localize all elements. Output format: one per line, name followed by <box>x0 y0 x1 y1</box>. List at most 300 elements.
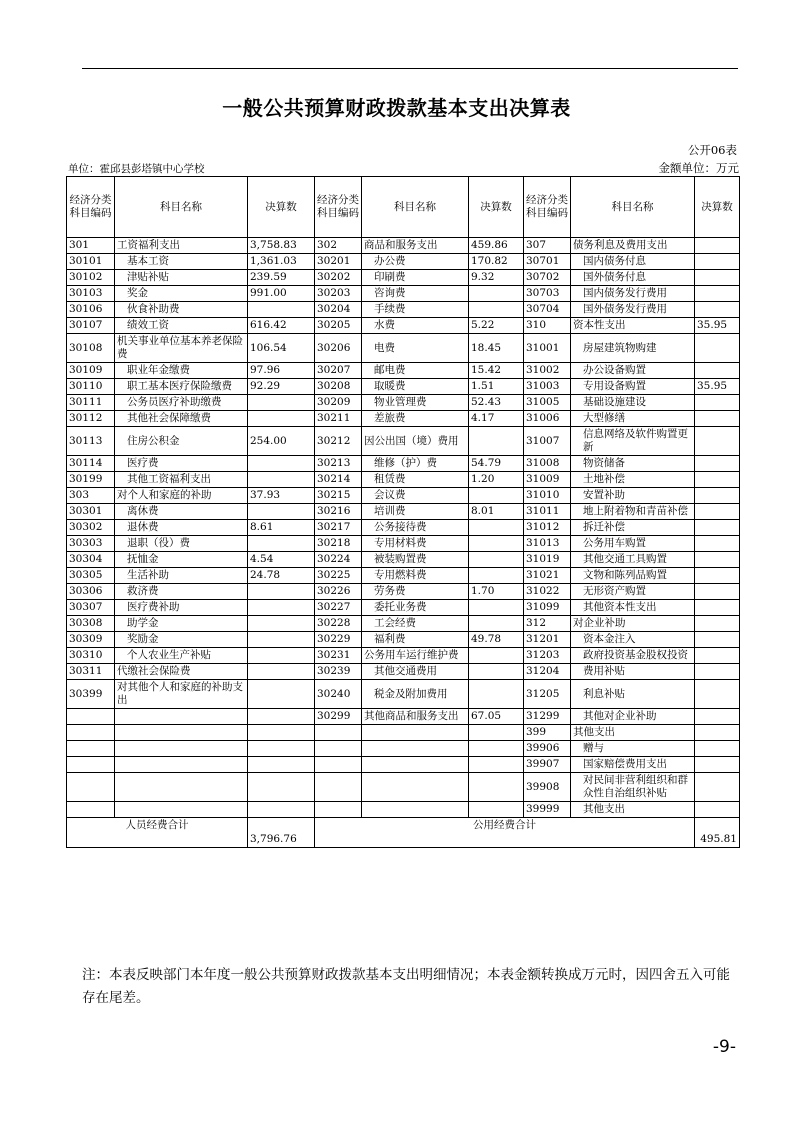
cell-amount <box>469 616 524 632</box>
cell-code: 30231 <box>315 648 362 664</box>
table-row <box>67 648 740 664</box>
cell-name: 水费 <box>362 318 469 334</box>
table-row <box>67 456 740 472</box>
cell-code: 30102 <box>67 270 115 286</box>
cell-name <box>115 757 248 773</box>
cell-code: 31011 <box>524 504 571 520</box>
cell-code: 31203 <box>524 648 571 664</box>
cell-name: 其他支出 <box>571 802 695 818</box>
table-row <box>67 802 740 818</box>
cell-code <box>67 773 115 802</box>
cell-code: 30209 <box>315 395 362 411</box>
cell-code: 30113 <box>67 427 115 456</box>
cell-code: 31012 <box>524 520 571 536</box>
cell-amount <box>469 488 524 504</box>
cell-code: 31002 <box>524 363 571 379</box>
cell-code: 30309 <box>67 632 115 648</box>
cell-amount <box>695 334 740 363</box>
cell-amount: 991.00 <box>248 286 315 302</box>
cell-amount <box>469 741 524 757</box>
cell-name: 劳务费 <box>362 584 469 600</box>
cell-code <box>67 725 115 741</box>
cell-name: 利息补贴 <box>571 680 695 709</box>
cell-code: 30218 <box>315 536 362 552</box>
cell-code <box>315 741 362 757</box>
cell-name: 生活补助 <box>115 568 248 584</box>
cell-name: 办公设备购置 <box>571 363 695 379</box>
cell-amount: 37.93 <box>248 488 315 504</box>
cell-name: 拆迁补偿 <box>571 520 695 536</box>
cell-name: 退职（役）费 <box>115 536 248 552</box>
cell-code: 30301 <box>67 504 115 520</box>
cell-amount <box>695 411 740 427</box>
cell-amount <box>695 709 740 725</box>
cell-name: 专用燃料费 <box>362 568 469 584</box>
cell-name: 印刷费 <box>362 270 469 286</box>
cell-name: 对民间非营利组织和群众性自治组织补贴 <box>571 773 695 802</box>
cell-code: 30227 <box>315 600 362 616</box>
cell-amount <box>469 302 524 318</box>
cell-code: 30240 <box>315 680 362 709</box>
cell-amount <box>469 600 524 616</box>
cell-amount <box>248 536 315 552</box>
cell-name: 离休费 <box>115 504 248 520</box>
cell-amount <box>469 757 524 773</box>
cell-code: 30107 <box>67 318 115 334</box>
cell-amount: 35.95 <box>695 318 740 334</box>
table-row <box>67 488 740 504</box>
cell-name: 维修（护）费 <box>362 456 469 472</box>
table-row <box>67 334 740 363</box>
cell-amount <box>695 472 740 488</box>
header-amount: 决算数 <box>469 177 524 238</box>
cell-name: 商品和服务支出 <box>362 238 469 254</box>
cell-amount: 1,361.03 <box>248 254 315 270</box>
cell-name: 福利费 <box>362 632 469 648</box>
cell-name: 地上附着物和青苗补偿 <box>571 504 695 520</box>
cell-name: 培训费 <box>362 504 469 520</box>
cell-name: 工资福利支出 <box>115 238 248 254</box>
cell-amount <box>248 802 315 818</box>
cell-amount: 5.22 <box>469 318 524 334</box>
cell-name: 对其他个人和家庭的补助支出 <box>115 680 248 709</box>
cell-code: 31008 <box>524 456 571 472</box>
cell-name <box>362 741 469 757</box>
cell-code <box>315 773 362 802</box>
cell-amount: 9.32 <box>469 270 524 286</box>
table-row <box>67 363 740 379</box>
cell-amount <box>695 568 740 584</box>
cell-amount <box>469 802 524 818</box>
cell-amount <box>248 472 315 488</box>
cell-code: 307 <box>524 238 571 254</box>
cell-name: 其他交通费用 <box>362 664 469 680</box>
cell-code: 31006 <box>524 411 571 427</box>
cell-name: 职工基本医疗保险缴费 <box>115 379 248 395</box>
table-row <box>67 664 740 680</box>
cell-name <box>362 757 469 773</box>
page-title: 一般公共预算财政拨款基本支出决算表 <box>222 96 571 120</box>
cell-code: 39907 <box>524 757 571 773</box>
cell-code: 30306 <box>67 584 115 600</box>
cell-name: 其他资本性支出 <box>571 600 695 616</box>
cell-code: 30208 <box>315 379 362 395</box>
cell-amount: 4.17 <box>469 411 524 427</box>
cell-amount <box>248 664 315 680</box>
cell-name: 无形资产购置 <box>571 584 695 600</box>
cell-code: 30308 <box>67 616 115 632</box>
cell-code: 30702 <box>524 270 571 286</box>
cell-amount: 3,758.83 <box>248 238 315 254</box>
cell-code: 31201 <box>524 632 571 648</box>
cell-amount <box>248 584 315 600</box>
cell-amount <box>695 600 740 616</box>
cell-code: 301 <box>67 238 115 254</box>
table-row <box>67 773 740 802</box>
table-row <box>67 318 740 334</box>
cell-name: 安置补助 <box>571 488 695 504</box>
cell-amount <box>469 773 524 802</box>
cell-name: 伙食补助费 <box>115 302 248 318</box>
cell-amount <box>695 456 740 472</box>
cell-amount: 18.45 <box>469 334 524 363</box>
cell-name: 其他社会保障缴费 <box>115 411 248 427</box>
table-row <box>67 757 740 773</box>
cell-code: 31007 <box>524 427 571 456</box>
personnel-total-label: 人员经费合计 <box>67 818 248 848</box>
cell-code: 30310 <box>67 648 115 664</box>
cell-name: 手续费 <box>362 302 469 318</box>
cell-name: 专用设备购置 <box>571 379 695 395</box>
cell-code: 31022 <box>524 584 571 600</box>
cell-amount: 254.00 <box>248 427 315 456</box>
cell-code: 30229 <box>315 632 362 648</box>
cell-name: 助学金 <box>115 616 248 632</box>
table-row <box>67 552 740 568</box>
header-code: 经济分类科目编码 <box>67 177 115 238</box>
cell-name: 税金及附加费用 <box>362 680 469 709</box>
cell-code: 39999 <box>524 802 571 818</box>
cell-code: 30305 <box>67 568 115 584</box>
cell-name: 其他交通工具购置 <box>571 552 695 568</box>
cell-code: 30211 <box>315 411 362 427</box>
cell-name <box>362 802 469 818</box>
cell-amount <box>695 427 740 456</box>
cell-amount <box>695 757 740 773</box>
cell-code: 30225 <box>315 568 362 584</box>
cell-name: 邮电费 <box>362 363 469 379</box>
cell-amount <box>248 395 315 411</box>
cell-name: 工会经费 <box>362 616 469 632</box>
cell-amount: 4.54 <box>248 552 315 568</box>
cell-name <box>115 773 248 802</box>
cell-code: 30215 <box>315 488 362 504</box>
cell-amount: 8.01 <box>469 504 524 520</box>
cell-amount <box>248 680 315 709</box>
cell-amount <box>695 552 740 568</box>
cell-amount <box>695 536 740 552</box>
cell-amount <box>469 536 524 552</box>
cell-amount: 92.29 <box>248 379 315 395</box>
cell-amount <box>248 757 315 773</box>
cell-amount: 15.42 <box>469 363 524 379</box>
cell-amount <box>248 504 315 520</box>
cell-amount <box>469 725 524 741</box>
cell-code: 30203 <box>315 286 362 302</box>
cell-amount <box>695 632 740 648</box>
table-row <box>67 238 740 254</box>
table-row <box>67 286 740 302</box>
cell-code: 30106 <box>67 302 115 318</box>
cell-code <box>67 757 115 773</box>
cell-code: 30239 <box>315 664 362 680</box>
cell-code: 30206 <box>315 334 362 363</box>
cell-name: 电费 <box>362 334 469 363</box>
cell-name: 对个人和家庭的补助 <box>115 488 248 504</box>
header-rule <box>82 68 738 69</box>
public-total-label: 公用经费合计 <box>315 818 695 848</box>
cell-code: 31009 <box>524 472 571 488</box>
cell-amount: 1.20 <box>469 472 524 488</box>
table-row <box>67 709 740 725</box>
cell-code: 30199 <box>67 472 115 488</box>
cell-code: 30101 <box>67 254 115 270</box>
cell-code: 30311 <box>67 664 115 680</box>
table-row <box>67 504 740 520</box>
header-amount: 决算数 <box>695 177 740 238</box>
cell-name: 因公出国（境）费用 <box>362 427 469 456</box>
table-row <box>67 254 740 270</box>
cell-name: 差旅费 <box>362 411 469 427</box>
table-row <box>67 427 740 456</box>
cell-name: 代缴社会保险费 <box>115 664 248 680</box>
personnel-total-amount: 3,796.76 <box>248 818 315 848</box>
cell-amount <box>695 664 740 680</box>
cell-name: 医疗费补助 <box>115 600 248 616</box>
cell-amount: 24.78 <box>248 568 315 584</box>
cell-amount <box>695 488 740 504</box>
cell-amount <box>469 286 524 302</box>
cell-amount <box>695 616 740 632</box>
cell-amount: 67.05 <box>469 709 524 725</box>
table-row <box>67 379 740 395</box>
cell-amount <box>695 741 740 757</box>
cell-code: 30214 <box>315 472 362 488</box>
cell-name: 个人农业生产补贴 <box>115 648 248 664</box>
cell-code <box>67 741 115 757</box>
cell-name: 物业管理费 <box>362 395 469 411</box>
cell-name: 土地补偿 <box>571 472 695 488</box>
cell-amount: 459.86 <box>469 238 524 254</box>
cell-name: 津贴补贴 <box>115 270 248 286</box>
cell-amount <box>248 741 315 757</box>
cell-amount <box>248 648 315 664</box>
cell-name: 救济费 <box>115 584 248 600</box>
cell-code: 31013 <box>524 536 571 552</box>
cell-code: 31299 <box>524 709 571 725</box>
cell-code: 31010 <box>524 488 571 504</box>
cell-code: 30302 <box>67 520 115 536</box>
cell-name: 债务利息及费用支出 <box>571 238 695 254</box>
cell-name: 国外债务付息 <box>571 270 695 286</box>
cell-code: 302 <box>315 238 362 254</box>
cell-name: 职业年金缴费 <box>115 363 248 379</box>
cell-name: 奖励金 <box>115 632 248 648</box>
header-name: 科目名称 <box>362 177 469 238</box>
cell-code: 31019 <box>524 552 571 568</box>
cell-name: 资本性支出 <box>571 318 695 334</box>
cell-name <box>115 709 248 725</box>
cell-name: 房屋建筑物购建 <box>571 334 695 363</box>
cell-name: 专用材料费 <box>362 536 469 552</box>
cell-name: 对企业补助 <box>571 616 695 632</box>
table-header-row <box>67 177 740 238</box>
cell-amount <box>695 802 740 818</box>
cell-amount <box>695 395 740 411</box>
table-row <box>67 600 740 616</box>
table-row <box>67 680 740 709</box>
cell-amount <box>695 680 740 709</box>
cell-code: 39908 <box>524 773 571 802</box>
cell-code <box>315 725 362 741</box>
cell-name: 其他对企业补助 <box>571 709 695 725</box>
table-row <box>67 725 740 741</box>
cell-amount <box>248 302 315 318</box>
cell-code: 30201 <box>315 254 362 270</box>
cell-amount <box>469 520 524 536</box>
cell-code <box>67 709 115 725</box>
cell-amount <box>695 504 740 520</box>
cell-amount <box>469 427 524 456</box>
cell-name: 基础设施建设 <box>571 395 695 411</box>
cell-amount <box>695 302 740 318</box>
cell-name: 抚恤金 <box>115 552 248 568</box>
cell-name <box>115 725 248 741</box>
cell-name: 公务用车运行维护费 <box>362 648 469 664</box>
cell-name <box>115 741 248 757</box>
cell-name: 退休费 <box>115 520 248 536</box>
cell-amount <box>695 584 740 600</box>
cell-amount <box>469 568 524 584</box>
cell-code: 31205 <box>524 680 571 709</box>
cell-code: 31003 <box>524 379 571 395</box>
cell-code: 30224 <box>315 552 362 568</box>
cell-name: 其他商品和服务支出 <box>362 709 469 725</box>
cell-name: 公务接待费 <box>362 520 469 536</box>
table-row <box>67 472 740 488</box>
footnote: 注：本表反映部门本年度一般公共预算财政拨款基本支出明细情况；本表金额转换成万元时，因四舍五入可能存在尾差。 <box>82 967 730 1006</box>
cell-code: 30303 <box>67 536 115 552</box>
cell-code: 30111 <box>67 395 115 411</box>
cell-code: 30217 <box>315 520 362 536</box>
cell-amount: 49.78 <box>469 632 524 648</box>
cell-name: 会议费 <box>362 488 469 504</box>
cell-name: 绩效工资 <box>115 318 248 334</box>
cell-amount: 52.43 <box>469 395 524 411</box>
cell-name: 奖金 <box>115 286 248 302</box>
cell-amount <box>248 773 315 802</box>
table-row <box>67 632 740 648</box>
table-row <box>67 270 740 286</box>
cell-name: 费用补贴 <box>571 664 695 680</box>
cell-name: 物资储备 <box>571 456 695 472</box>
cell-amount: 54.79 <box>469 456 524 472</box>
cell-code: 30110 <box>67 379 115 395</box>
cell-amount: 1.70 <box>469 584 524 600</box>
cell-amount <box>695 238 740 254</box>
table-row <box>67 568 740 584</box>
cell-amount: 8.61 <box>248 520 315 536</box>
cell-name: 公务用车购置 <box>571 536 695 552</box>
cell-amount <box>695 648 740 664</box>
cell-name: 其他支出 <box>571 725 695 741</box>
cell-name: 信息网络及软件购置更新 <box>571 427 695 456</box>
cell-code: 30304 <box>67 552 115 568</box>
expenditure-table <box>66 176 740 848</box>
cell-code: 31005 <box>524 395 571 411</box>
cell-name: 机关事业单位基本养老保险费 <box>115 334 248 363</box>
cell-code: 30704 <box>524 302 571 318</box>
cell-code: 31204 <box>524 664 571 680</box>
cell-name: 基本工资 <box>115 254 248 270</box>
cell-amount <box>248 600 315 616</box>
cell-amount <box>469 648 524 664</box>
cell-name: 办公费 <box>362 254 469 270</box>
cell-amount <box>248 616 315 632</box>
cell-code: 310 <box>524 318 571 334</box>
cell-name: 国内债务发行费用 <box>571 286 695 302</box>
cell-name: 委托业务费 <box>362 600 469 616</box>
cell-name: 被装购置费 <box>362 552 469 568</box>
cell-amount <box>695 773 740 802</box>
cell-name: 国内债务付息 <box>571 254 695 270</box>
cell-name: 公务员医疗补助缴费 <box>115 395 248 411</box>
header-name: 科目名称 <box>115 177 248 238</box>
cell-name: 资本金注入 <box>571 632 695 648</box>
cell-amount <box>248 725 315 741</box>
cell-code: 30307 <box>67 600 115 616</box>
cell-amount: 35.95 <box>695 379 740 395</box>
cell-name: 政府投资基金股权投资 <box>571 648 695 664</box>
cell-amount <box>695 725 740 741</box>
cell-code <box>315 757 362 773</box>
cell-name <box>362 725 469 741</box>
cell-code: 30114 <box>67 456 115 472</box>
cell-amount <box>695 270 740 286</box>
unit-label: 单位：霍邱县彭塔镇中心学校 <box>68 163 205 175</box>
cell-name: 咨询费 <box>362 286 469 302</box>
cell-name: 其他工资福利支出 <box>115 472 248 488</box>
cell-code: 30205 <box>315 318 362 334</box>
cell-amount <box>695 520 740 536</box>
cell-code: 30216 <box>315 504 362 520</box>
table-row <box>67 411 740 427</box>
cell-code: 30112 <box>67 411 115 427</box>
cell-name: 文物和陈列品购置 <box>571 568 695 584</box>
cell-name: 国外债务发行费用 <box>571 302 695 318</box>
table-row <box>67 584 740 600</box>
cell-amount: 616.42 <box>248 318 315 334</box>
amount-unit: 金额单位：万元 <box>658 161 739 175</box>
cell-code: 30299 <box>315 709 362 725</box>
cell-code: 30399 <box>67 680 115 709</box>
cell-amount <box>695 286 740 302</box>
page-number: -9- <box>712 1037 736 1057</box>
cell-name: 医疗费 <box>115 456 248 472</box>
cell-code <box>67 802 115 818</box>
table-row <box>67 616 740 632</box>
cell-name: 租赁费 <box>362 472 469 488</box>
